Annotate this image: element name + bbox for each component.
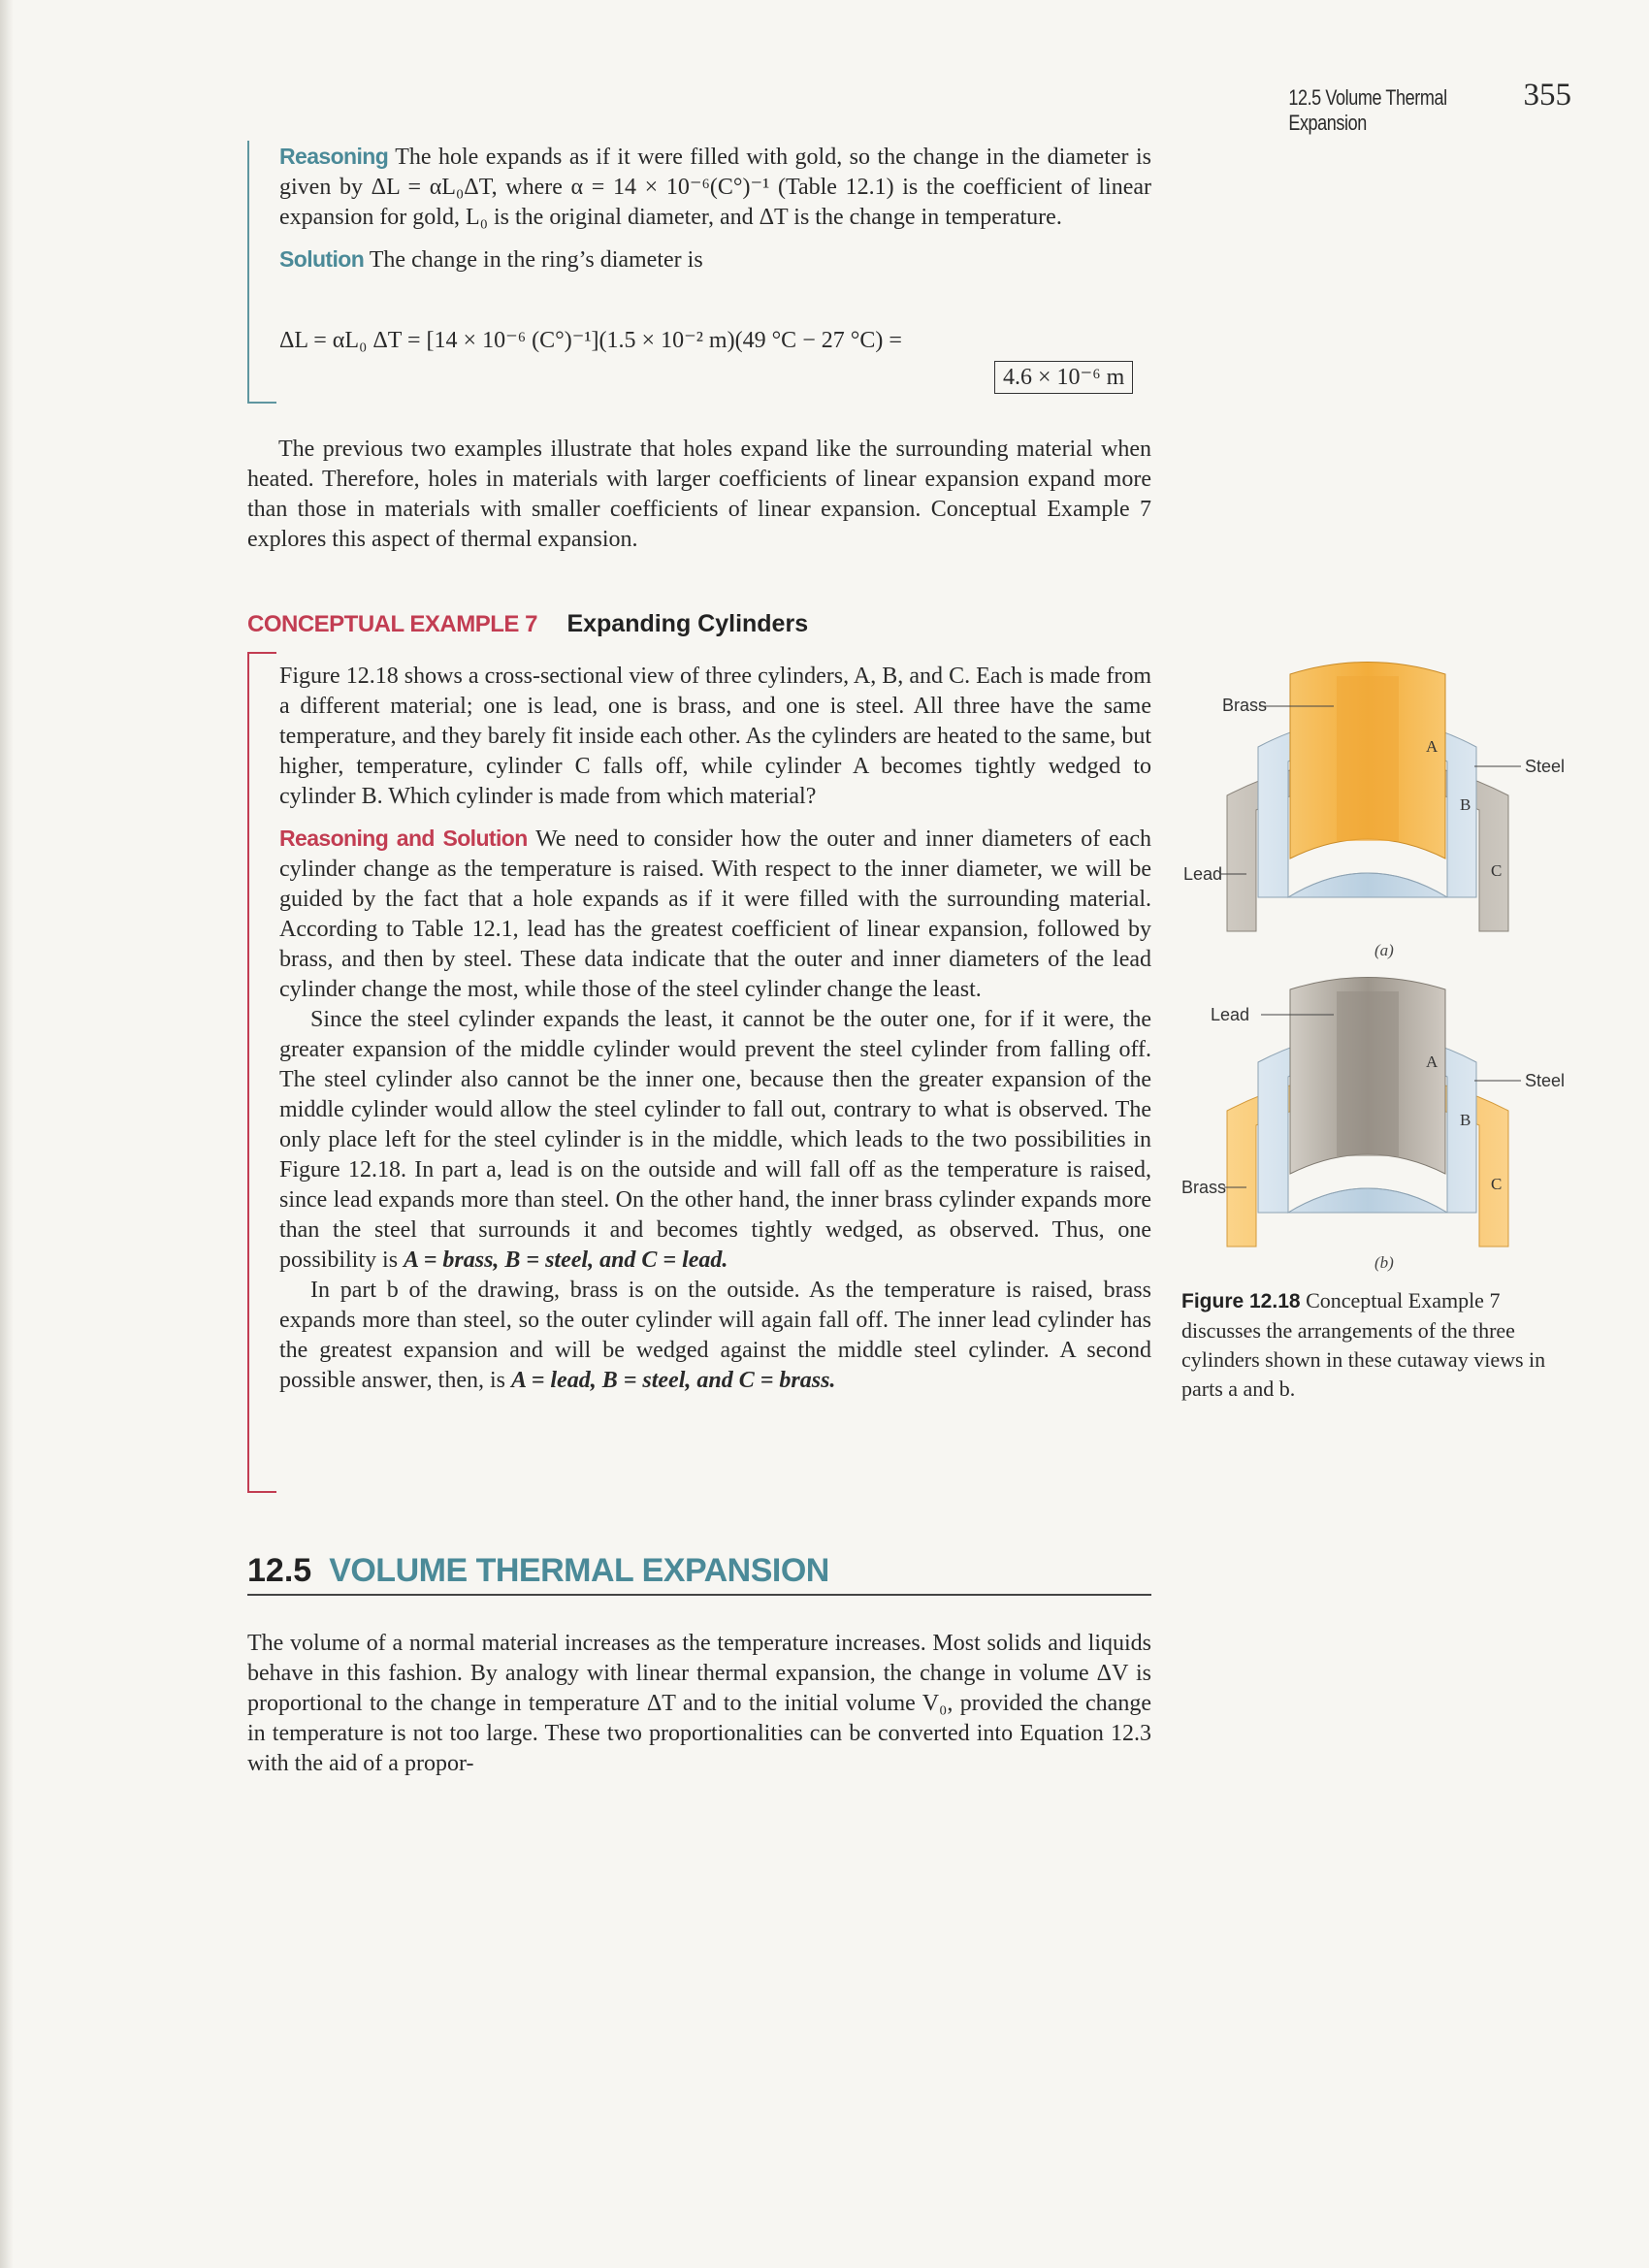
figure-a-letter-B: B: [1460, 795, 1471, 814]
section-number: 12.5: [247, 1552, 312, 1589]
figure-caption-text: Conceptual Example 7 discusses the arrangements of the three cylinders shown in these cutaway views in parts a and b.: [1181, 1288, 1546, 1401]
figure-a-inner-label: Brass: [1222, 696, 1268, 715]
figure-b-sublabel: (b): [1374, 1253, 1394, 1272]
solution-answer-box: 4.6 × 10⁻⁶ m: [994, 361, 1133, 394]
reasoning-text: The hole expands as if it were filled with gold, so the change in the diameter is given by ΔL = αL₀ΔT, where α = 14 × 10⁻⁶(C°)⁻¹ (Table 12.1) is the coefficient of linear expansion for gold, L₀ is the original diameter, and ΔT is the change in temperature.: [279, 145, 1151, 230]
figure-a-outer-label: Lead: [1183, 864, 1223, 884]
conceptual-bar-foot: [247, 1491, 276, 1493]
section-paragraph-block: [247, 1629, 1151, 1779]
conceptual-example-body: [279, 662, 1151, 1396]
example-reasoning: [279, 142, 1151, 275]
solution-label: Solution: [279, 246, 365, 272]
conceptual-para2: Since the steel cylinder expands the least, it cannot be the outer one, for if it were, the greater expansion of the middle cylinder would prevent the steel cylinder from falling off. The steel cylinder also cannot be the inner one, because then the greater expansion of the middle cylinder would allow the steel cylinder to fall out, contrary to what is observed. The only place left for the steel cylinder is in the middle, which leads to the two possibilities in Figure 12.18. In part a, lead is on the outside and will fall off as the temperature is raised, since lead expands more than steel. On the other hand, the inner brass cylinder expands more than the steel that surrounds it and becomes tightly wedged, as observed. Thus, one possibility is: [279, 1007, 1151, 1273]
solution-equation: ΔL = αL₀ ΔT = [14 × 10⁻⁶ (C°)⁻¹](1.5 × 10⁻² m)(49 °C − 27 °C) =: [279, 328, 902, 353]
figure-b-middle-label: Steel: [1525, 1071, 1566, 1090]
figure-b-inner-label: Lead: [1211, 1005, 1250, 1024]
section-heading: [247, 1552, 1151, 1596]
conceptual-example-label: CONCEPTUAL EXAMPLE 7: [247, 611, 537, 637]
figure-b-letter-B: B: [1460, 1111, 1471, 1129]
figure-part-a: [1164, 655, 1581, 965]
conceptual-para3: In part b of the drawing, brass is on the outside. As the temperature is raised, brass expands more than steel, so the outer cylinder will again fall off. The inner lead cylinder has the greatest expansion and will be wedged against the middle steel cylinder. A second possible answer, then, is: [279, 1278, 1151, 1393]
figure-a-sublabel: (a): [1374, 941, 1394, 959]
figure-a-letter-A: A: [1426, 737, 1439, 756]
figure-a-letter-C: C: [1491, 861, 1503, 880]
conceptual-example-heading: [247, 609, 808, 638]
reasoning-solution-text: We need to consider how the outer and inner diameters of each cylinder change as the temperature is raised. With respect to the inner diameter, we will be guided by the fact that a hole expands as if it were filled with the surrounding material. According to Table 12.1, lead has the greatest coefficient of linear expansion, followed by brass, and then by steel. These data indicate that the outer and inner diameters of the lead cylinder change the most, while those of the steel cylinder change the least.: [279, 826, 1151, 1002]
conceptual-sidebar-bar: [247, 652, 249, 1492]
reasoning-solution-label: Reasoning and Solution: [279, 826, 528, 851]
example-sidebar-bar: [247, 141, 249, 403]
conceptual-example-title: Expanding Cylinders: [566, 610, 809, 637]
conceptual-question: Figure 12.18 shows a cross-sectional view of three cylinders, A, B, and C. Each is made from a different material; one is lead, one is brass, and one is steel. All three have the same temperature, and they barely fit inside each other. As the cylinders are heated to the same, but higher, temperature, cylinder C falls off, while cylinder A becomes tightly wedged to cylinder B. Which cylinder is made from which material?: [279, 664, 1151, 809]
figure-b-letter-C: C: [1491, 1175, 1503, 1193]
solution-text: The change in the ring’s diameter is: [369, 247, 703, 273]
answer-possibility-2: A = lead, B = steel, and C = brass.: [511, 1368, 836, 1393]
answer-possibility-1: A = brass, B = steel, and C = lead.: [404, 1247, 728, 1273]
section-title: VOLUME THERMAL EXPANSION: [329, 1552, 829, 1589]
figure-caption: [1181, 1286, 1579, 1404]
figure-b-letter-A: A: [1426, 1053, 1439, 1071]
scan-edge-shadow: [0, 0, 14, 2268]
reasoning-label: Reasoning: [279, 144, 389, 169]
figure-a-middle-label: Steel: [1525, 757, 1566, 776]
figure-b-outer-label: Brass: [1181, 1178, 1227, 1197]
figure-caption-label: Figure 12.18: [1181, 1290, 1301, 1312]
example-sidebar-foot: [247, 402, 276, 404]
running-head-section: 12.5 Volume Thermal Expansion: [1288, 85, 1447, 135]
intro-paragraph: The previous two examples illustrate that holes expand like the surrounding material when heated. Therefore, holes in materials with larger coefficients of linear expansion expand more than those in materials with smaller coefficients of linear expansion. Conceptual Example 7 explores this aspect of thermal expansion.: [247, 437, 1151, 552]
figure-part-b: [1164, 970, 1581, 1261]
intro-paragraph-block: [247, 435, 1151, 555]
conceptual-bar-head: [247, 652, 276, 654]
page-number: 355: [1523, 78, 1571, 113]
section-paragraph: The volume of a normal material increases as the temperature increases. Most solids and liquids behave in this fashion. By analogy with linear thermal expansion, the change in volume ΔV is proportional to the change in temperature ΔT and to the initial volume V₀, provided the change in temperature is not too large. These two proportionalities can be converted into Equation 12.3 with the aid of a propor-: [247, 1631, 1151, 1776]
running-head: [1242, 78, 1571, 135]
